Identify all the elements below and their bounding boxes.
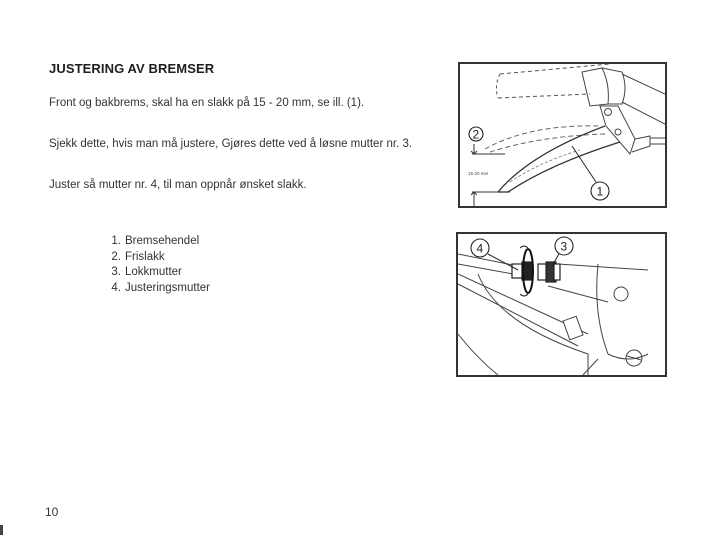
cable-adjuster-drawing xyxy=(458,234,665,375)
callout-freeplay: 2 xyxy=(472,127,480,142)
brake-lever-illustration xyxy=(458,62,667,208)
legend-item-3 xyxy=(104,265,210,281)
paragraph-adjust: Juster så mutter nr. 4, til man oppnår ønsket slakk. xyxy=(49,179,307,191)
brake-lever-drawing xyxy=(460,64,665,206)
freeplay-dimension-label: 15-20 mm xyxy=(468,171,489,176)
callout-lever: 1 xyxy=(596,184,604,199)
legend-number: 3. xyxy=(111,266,121,278)
legend-number: 4. xyxy=(111,281,121,294)
legend-item-1 xyxy=(104,234,210,250)
page-number: 10 xyxy=(45,505,59,519)
legend-number: 2. xyxy=(111,250,121,263)
callout-adjusting-nut: 4 xyxy=(476,241,484,256)
scan-edge-mark xyxy=(0,525,3,535)
legend-item-4 xyxy=(104,281,210,297)
parts-legend xyxy=(104,234,210,296)
paragraph-check: Sjekk dette, hvis man må justere, Gjøres dette ved å løsne mutter nr. 3. xyxy=(49,138,413,150)
legend-item-2 xyxy=(104,250,210,266)
cable-adjuster-illustration xyxy=(456,232,667,377)
legend-label: Lokkmutter xyxy=(125,266,182,278)
callout-lock-nut: 3 xyxy=(560,239,568,254)
legend-label: Bremsehendel xyxy=(125,235,200,247)
section-heading: JUSTERING AV BREMSER xyxy=(49,61,215,76)
paragraph-freeplay: Front og bakbrems, skal ha en slakk på 15 - 20 mm, se ill. (1). xyxy=(49,97,365,109)
legend-label: Justeringsmutter xyxy=(125,281,211,294)
legend-label: Frislakk xyxy=(125,250,165,263)
legend-number: 1. xyxy=(111,235,121,247)
